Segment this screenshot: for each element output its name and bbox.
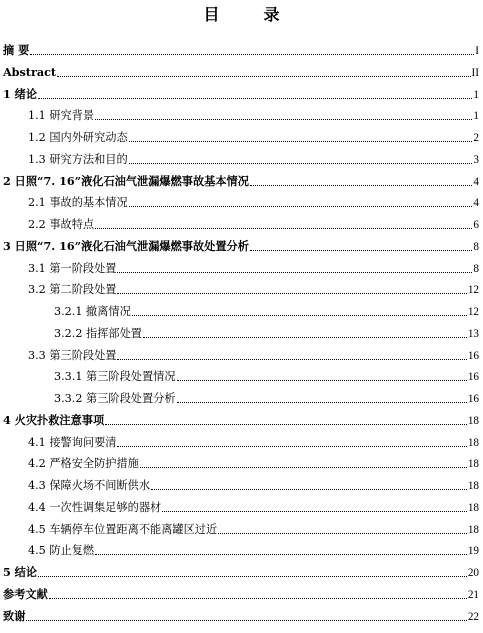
dot-leader	[95, 227, 472, 229]
toc-entry[interactable]	[3, 565, 479, 580]
toc-entry-title: 致谢	[3, 608, 26, 623]
toc-entry[interactable]	[28, 261, 479, 276]
toc-entry-page-number: 12	[467, 284, 479, 297]
toc-entry-title: 3.3.2 第三阶段处置分析	[54, 392, 176, 405]
toc-entry-page-number: 16	[467, 393, 479, 405]
toc-entry[interactable]	[28, 522, 479, 537]
toc-entry-page-number: 18	[467, 501, 479, 514]
toc-entry[interactable]	[3, 587, 479, 602]
toc-entry-page-number: 8	[473, 262, 479, 275]
toc-entry-title: Abstract	[3, 64, 57, 79]
toc-entry-title: 1.3 研究方法和目的	[28, 152, 128, 166]
toc-entry-page-number: II	[471, 66, 479, 79]
toc-entry-page-number: 2	[473, 132, 479, 144]
toc-entry[interactable]	[28, 152, 479, 167]
toc-entry[interactable]	[3, 65, 479, 80]
toc-entry-title: 3.2.1 撤离情况	[54, 305, 131, 318]
toc-entry[interactable]	[54, 391, 479, 406]
toc-entry-title: 4.1 接警询问要清	[28, 435, 117, 449]
toc-entry-title: 4.5 车辆停车位置距离不能离罐区过近	[28, 522, 218, 536]
dot-leader	[151, 488, 467, 490]
toc-entry-title: 3.3.1 第三阶段处置情况	[54, 370, 176, 384]
toc-entry-title: 4 火灾扑救注意事项	[3, 412, 105, 427]
toc-entry[interactable]	[3, 43, 479, 58]
toc-entry-title: 3.2.2 指挥部处置	[54, 326, 142, 340]
dot-leader	[117, 271, 472, 273]
toc-entry[interactable]	[3, 413, 479, 428]
dot-leader	[38, 575, 467, 577]
toc-entry[interactable]	[54, 326, 479, 341]
dot-leader	[129, 205, 473, 207]
dot-leader	[26, 619, 466, 621]
dot-leader	[250, 249, 473, 251]
toc-entry-title: 4.5 防止复燃	[28, 544, 95, 558]
toc-entry-page-number: 4	[473, 175, 479, 188]
dot-leader	[129, 140, 473, 142]
toc-entry[interactable]	[28, 500, 479, 515]
dot-leader	[49, 597, 467, 599]
toc-entry-page-number: 19	[467, 545, 479, 558]
dot-leader	[177, 379, 467, 381]
toc-entry-title: 4.3 保障火场不间断供水	[28, 479, 151, 492]
toc-entry[interactable]	[3, 239, 479, 254]
toc-entry-page-number: 18	[467, 523, 479, 536]
toc-entry[interactable]	[28, 282, 479, 297]
toc-entry-title: 3.3 第三阶段处置	[28, 348, 117, 362]
toc-entry[interactable]	[28, 348, 479, 363]
dot-leader	[95, 118, 472, 120]
dot-leader	[162, 510, 467, 512]
dot-leader	[140, 466, 467, 468]
toc-entry-page-number: 1	[473, 110, 479, 123]
dot-leader	[38, 97, 472, 99]
dot-leader	[143, 336, 467, 338]
dot-leader	[105, 423, 467, 425]
toc-entry[interactable]	[28, 456, 479, 471]
toc-entry-page-number: 8	[473, 240, 479, 253]
dot-leader	[129, 162, 473, 164]
toc-entry-page-number: 16	[467, 349, 479, 362]
toc-entry[interactable]	[28, 195, 479, 210]
toc-entry-page-number: 18	[467, 414, 479, 427]
toc-entry[interactable]	[54, 304, 479, 319]
toc-entry[interactable]	[28, 108, 479, 123]
toc-entry-title: 4.2 严格安全防护措施	[28, 457, 139, 471]
dot-leader	[250, 184, 473, 186]
toc-entry-title: 2 日照“7. 16”液化石油气泄漏爆燃事故基本情况	[3, 173, 249, 188]
toc-entry-page-number: 1	[473, 88, 479, 101]
toc-entry-title: 1.2 国内外研究动态	[28, 131, 128, 144]
toc-entry-title: 1 绪论	[3, 86, 38, 101]
toc-entry-title: 摘 要	[3, 43, 30, 57]
toc-entry-page-number: 12	[467, 306, 479, 318]
dot-leader	[117, 445, 466, 447]
toc-entry-title: 3 日照“7. 16”液化石油气泄漏爆燃事故处置分析	[3, 238, 249, 253]
toc-entry[interactable]	[3, 87, 479, 102]
dot-leader	[117, 358, 466, 360]
toc-entry-page-number: 18	[467, 436, 479, 449]
toc-entry-page-number: 20	[467, 567, 479, 579]
toc-entry[interactable]	[3, 174, 479, 189]
toc-entry-page-number: 13	[467, 327, 479, 340]
page-title: 目 录	[203, 5, 294, 24]
toc-entry-page-number: 22	[467, 610, 479, 623]
dot-leader	[132, 314, 467, 316]
toc-entry-page-number: I	[475, 45, 479, 57]
toc-entry[interactable]	[28, 435, 479, 450]
toc-entry-title: 2.1 事故的基本情况	[28, 196, 128, 210]
toc-entry-page-number: 16	[467, 371, 479, 384]
toc-entry-title: 3.2 第二阶段处置	[28, 283, 117, 297]
toc-entry-title: 5 结论	[3, 565, 38, 579]
toc-entry-title: 4.4 一次性调集足够的器材	[28, 500, 162, 514]
toc-entry-title: 参考文献	[3, 586, 48, 601]
toc-entry[interactable]	[54, 369, 479, 384]
dot-leader	[117, 292, 466, 294]
toc-entry-title: 3.1 第一阶段处置	[28, 261, 117, 275]
toc-entry-page-number: 18	[467, 480, 479, 492]
toc-entry[interactable]	[28, 130, 479, 145]
dot-leader	[30, 53, 474, 55]
toc-entry-page-number: 4	[473, 197, 479, 210]
toc-entry-page-number: 21	[467, 588, 479, 601]
toc-entry[interactable]	[3, 609, 479, 624]
toc-entry-title: 2.2 事故特点	[28, 218, 95, 231]
toc-entry-page-number: 18	[467, 458, 479, 471]
toc-entry-title: 1.1 研究背景	[28, 109, 95, 123]
toc-entry[interactable]	[28, 543, 479, 558]
dot-leader	[57, 75, 470, 77]
toc-entry-page-number: 3	[473, 153, 479, 166]
toc-entry[interactable]	[28, 478, 479, 493]
toc-entry-page-number: 6	[473, 219, 479, 231]
dot-leader	[95, 553, 467, 555]
dot-leader	[177, 401, 467, 403]
toc-entry[interactable]	[28, 217, 479, 232]
dot-leader	[218, 532, 467, 534]
